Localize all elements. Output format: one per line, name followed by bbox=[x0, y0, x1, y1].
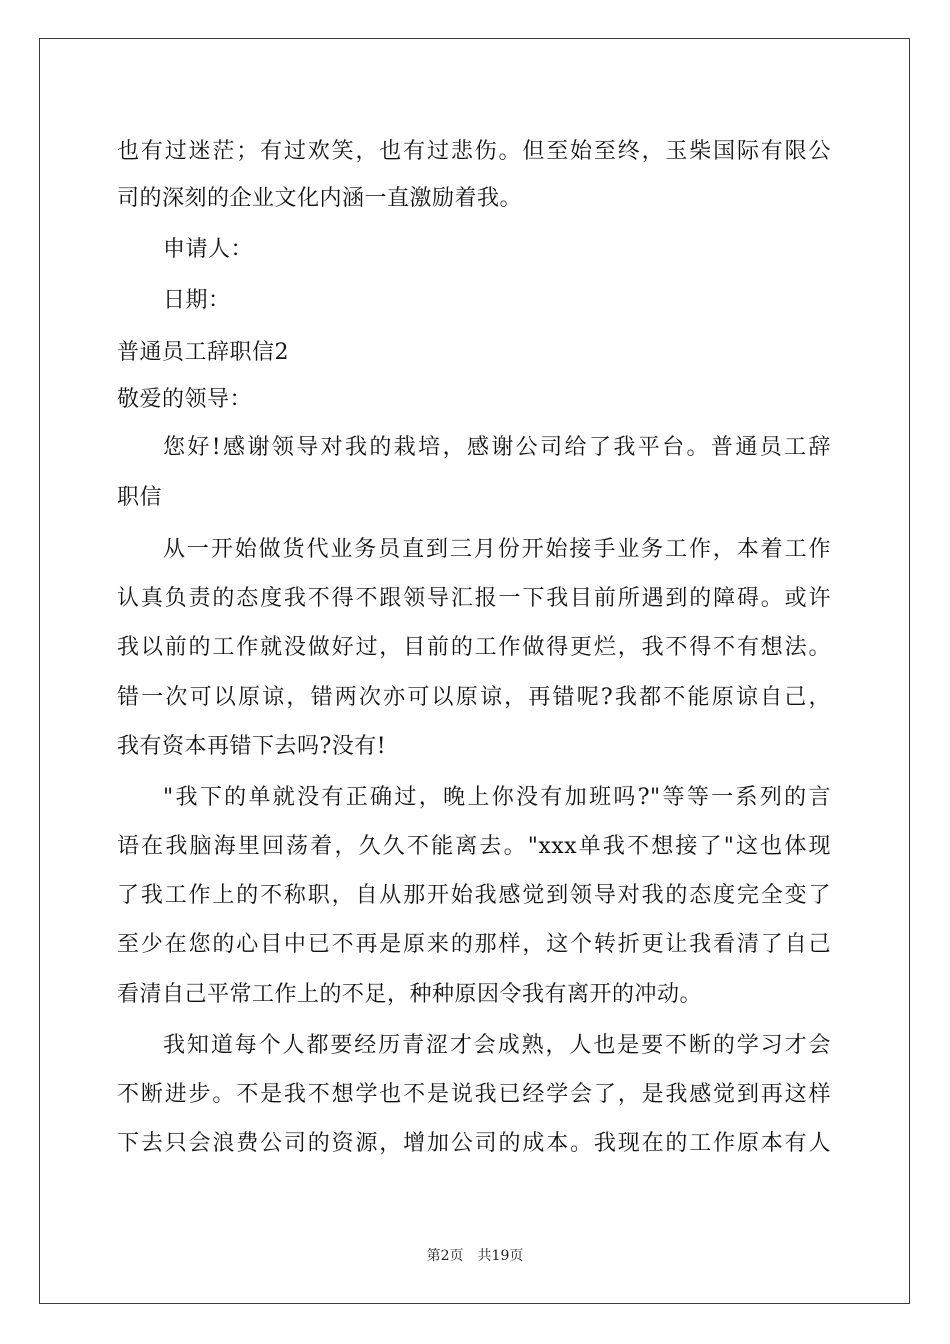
body-line: 下去只会浪费公司的资源，增加公司的成本。我现在的工作原本有人 bbox=[117, 1131, 831, 1156]
page-total: 共19页 bbox=[477, 1248, 524, 1264]
body-line: 至少在您的心目中已不再是原来的那样，这个转折更让我看清了自己 bbox=[117, 932, 831, 957]
body-line: 我知道每个人都要经历青涩才会成熟，人也是要不断的学习才会 bbox=[163, 1033, 831, 1058]
page-footer bbox=[0, 1246, 950, 1266]
body-line: 错一次可以原谅，错两次亦可以原谅，再错呢?我都不能原谅自己， bbox=[117, 685, 831, 710]
body-line: 从一开始做货代业务员直到三月份开始接手业务工作，本着工作 bbox=[163, 537, 831, 562]
date-label: 日期： bbox=[163, 288, 231, 313]
applicant-label: 申请人： bbox=[163, 237, 254, 262]
body-line: 我有资本再错下去吗?没有! bbox=[117, 734, 387, 759]
body-line: 您好!感谢领导对我的栽培，感谢公司给了我平台。普通员工辞 bbox=[163, 435, 831, 460]
body-line: 我以前的工作就没做好过，目前的工作做得更烂，我不得不有想法。 bbox=[117, 635, 831, 660]
body-line: 了我工作上的不称职，自从那开始我感觉到领导对我的态度完全变了 bbox=[117, 883, 831, 908]
section-title: 普通员工辞职信2 bbox=[117, 340, 289, 365]
page-border bbox=[39, 38, 910, 1304]
body-line: 职信 bbox=[117, 485, 163, 510]
body-line: 司的深刻的企业文化内涵一直激励着我。 bbox=[117, 186, 523, 211]
body-line: 看清自己平常工作上的不足，种种原因令我有离开的冲动。 bbox=[117, 982, 703, 1007]
body-line: 语在我脑海里回荡着，久久不能离去。"xxx单我不想接了"这也体现 bbox=[117, 834, 831, 859]
body-line: "我下的单就没有正确过，晚上你没有加班吗?"等等一系列的言 bbox=[163, 785, 831, 810]
body-line: 认真负责的态度我不得不跟领导汇报一下我目前所遇到的障碍。或许 bbox=[117, 586, 831, 611]
body-line: 不断进步。不是我不想学也不是说我已经学会了，是我感觉到再这样 bbox=[117, 1082, 831, 1107]
salutation: 敬爱的领导： bbox=[117, 387, 253, 412]
page-number: 第2页 bbox=[426, 1248, 464, 1264]
body-line: 也有过迷茫；有过欢笑，也有过悲伤。但至始至终，玉柴国际有限公 bbox=[117, 139, 831, 164]
